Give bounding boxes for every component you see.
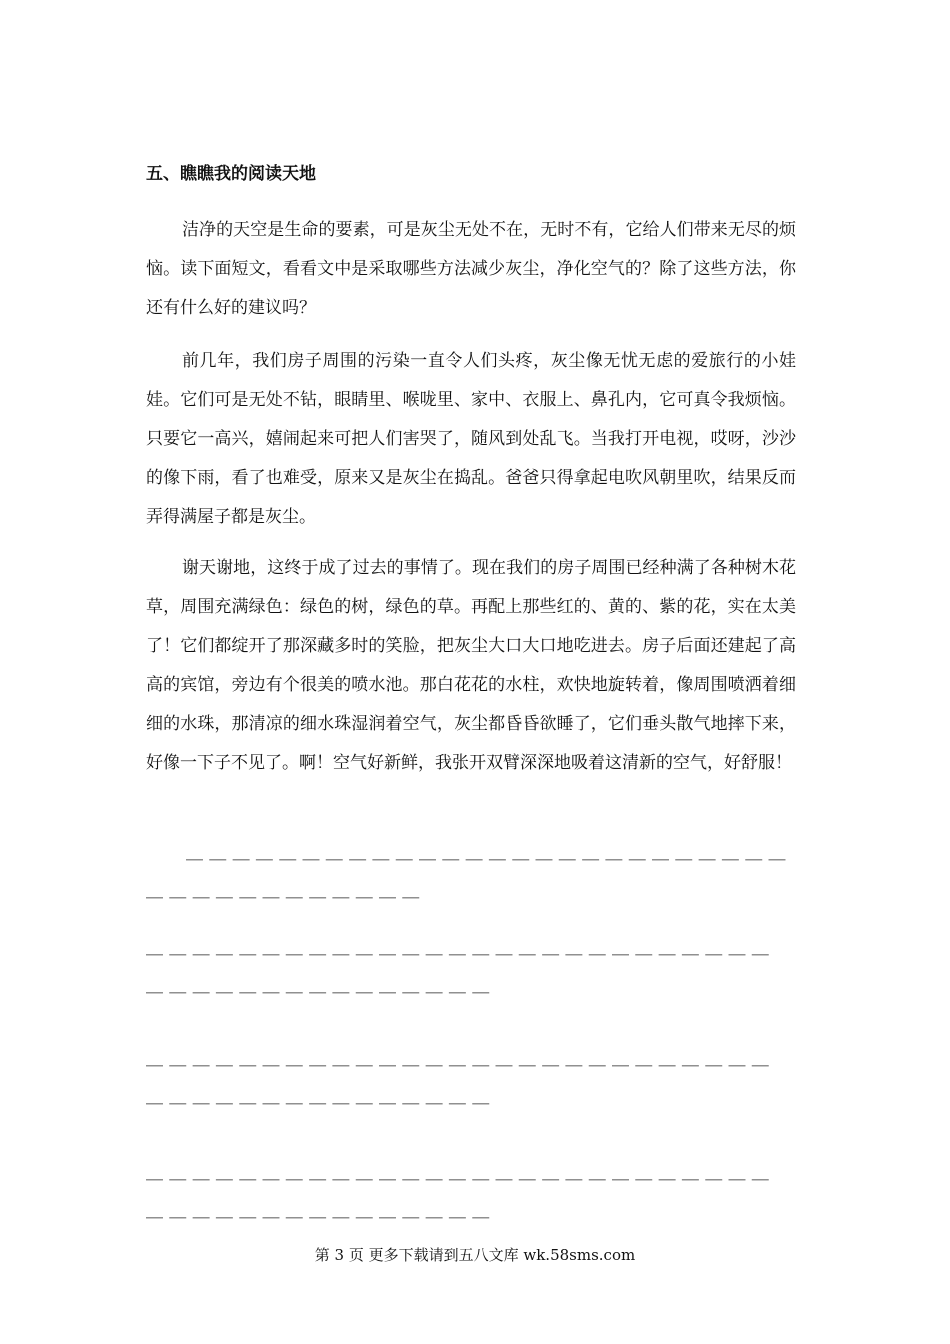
passage-paragraph-1: 前几年，我们房子周围的污染一直令人们头疼，灰尘像无忧无虑的爱旅行的小娃娃。它们可是无处不钻，眼睛里、喉咙里、家中、衣服上、鼻孔内，它可真令我烦恼。只要它一高兴，嬉闹起来可把人们害哭了，随风到处乱飞。当我打开电视，哎呀，沙沙的像下雨，看了也难受，原来又是灰尘在捣乱。爸爸只得拿起电吹风朝里吹，结果反而弄得满屋子都是灰尘。 — [146, 351, 796, 527]
page-footer: 第 3 页 更多下载请到五八文库 wk.58sms.com — [314, 1246, 636, 1264]
answer-line-3[interactable]: ＿＿＿＿＿＿＿＿＿＿＿＿＿＿＿＿＿＿＿＿＿＿＿＿＿＿＿＿＿＿＿＿＿＿＿＿＿＿＿＿＿＿ — [146, 1049, 776, 1107]
answer-line-2[interactable]: ＿＿＿＿＿＿＿＿＿＿＿＿＿＿＿＿＿＿＿＿＿＿＿＿＿＿＿＿＿＿＿＿＿＿＿＿＿＿＿＿＿＿ — [146, 938, 776, 996]
section-heading: 五、瞧瞧我的阅读天地 — [146, 164, 316, 184]
answer-line-4[interactable]: ＿＿＿＿＿＿＿＿＿＿＿＿＿＿＿＿＿＿＿＿＿＿＿＿＿＿＿＿＿＿＿＿＿＿＿＿＿＿＿＿＿＿ — [146, 1163, 776, 1221]
passage-paragraph-2: 谢天谢地，这终于成了过去的事情了。现在我们的房子周围已经种满了各种树木花草，周围充满绿色：绿色的树，绿色的草。再配上那些红的、黄的、紫的花，实在太美了！它们都绽开了那深藏多时的笑脸，把灰尘大口大口地吃进去。房子后面还建起了高高的宾馆，旁边有个很美的喷水池。那白花花的水柱，欢快地旋转着，像周围喷洒着细细的水珠，那清凉的细水珠湿润着空气，灰尘都昏昏欲睡了，它们垂头散气地摔下来，好像一下子不见了。啊！空气好新鲜，我张开双臂深深地吸着这清新的空气，好舒服！ — [146, 558, 796, 773]
instruction-paragraph: 洁净的天空是生命的要素，可是灰尘无处不在，无时不有，它给人们带来无尽的烦恼。读下面短文，看看文中是采取哪些方法减少灰尘，净化空气的？除了这些方法，你还有什么好的建议吗？ — [146, 220, 796, 318]
answer-line-1[interactable]: ＿＿＿＿＿＿＿＿＿＿＿＿＿＿＿＿＿＿＿＿＿＿＿＿＿＿＿＿＿＿＿＿＿＿＿＿＿＿ — [146, 843, 792, 901]
